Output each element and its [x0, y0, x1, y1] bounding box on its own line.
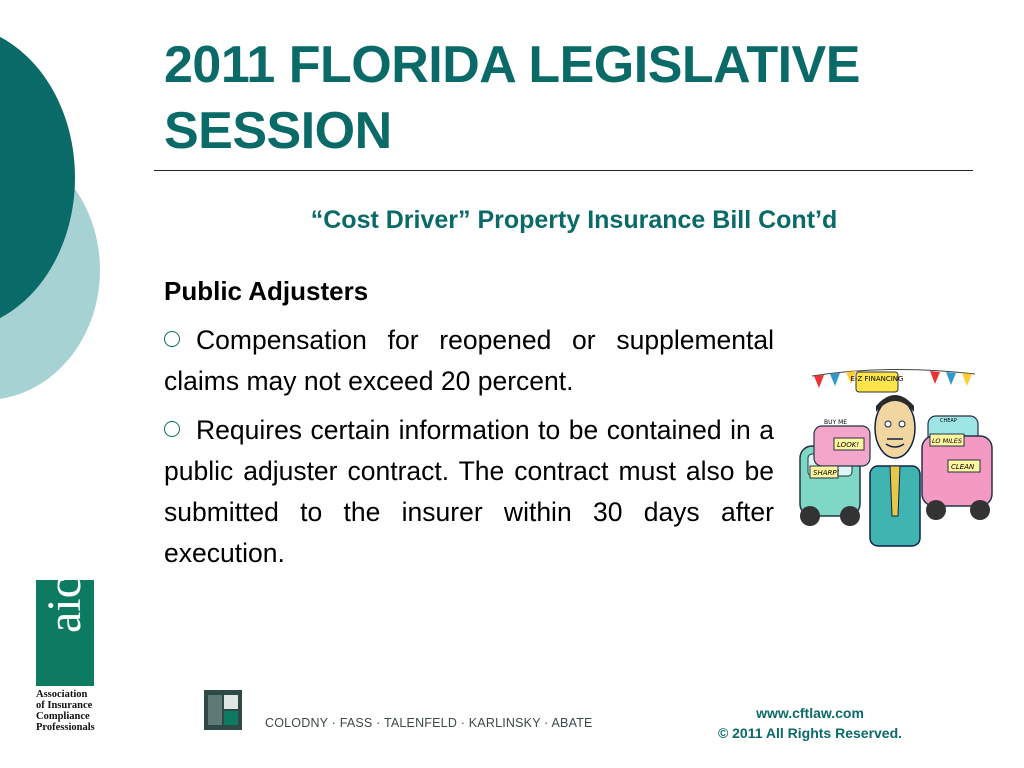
bullet-text: Compensation for reopened or supplemental claims may not exceed 20 percent.	[164, 325, 774, 396]
section-heading: Public Adjusters	[164, 276, 369, 306]
sign-buy-me: BUY ME	[824, 419, 848, 426]
slide-subtitle: “Cost Driver” Property Insurance Bill Cont’d	[310, 206, 838, 234]
aicp-caption-line: Association	[36, 689, 88, 700]
firm-logo-mark	[204, 690, 242, 730]
slide-title: 2011 FLORIDA LEGISLATIVE SESSION	[164, 36, 860, 160]
copyright: © 2011 All Rights Reserved.	[717, 725, 903, 741]
bullet-list	[164, 320, 774, 582]
firm-name: COLODNY · FASS · TALENFELD · KARLINSKY · ABATE	[265, 716, 593, 730]
aicp-caption-line: Compliance	[36, 711, 90, 722]
sign-lo-miles: LO MILES	[932, 437, 962, 445]
aicp-caption	[36, 689, 106, 733]
sign-cheap: CHEAP	[940, 418, 957, 424]
bullet-circle-icon	[164, 331, 180, 347]
title-divider	[154, 170, 973, 171]
aicp-caption-line: of Insurance	[36, 700, 93, 711]
sign-ez: E-Z FINANCING	[850, 375, 904, 383]
footer	[700, 703, 920, 743]
website-link[interactable]: www.cftlaw.com	[756, 705, 864, 721]
aicp-caption-line: Professionals	[36, 722, 95, 733]
car-salesman-illustration	[790, 366, 998, 550]
aicp-logo-text: aicp	[38, 553, 91, 633]
bullet-item	[164, 320, 774, 402]
bullet-text: Requires certain information to be contained in a public adjuster contract. The contract must also be submitted to the insurer within 30 days after execution.	[164, 415, 774, 568]
sign-sharp: SHARP!	[813, 469, 840, 477]
bullet-circle-icon	[164, 421, 180, 437]
sign-look: LOOK!	[837, 441, 860, 449]
sign-clean: CLEAN	[951, 463, 975, 471]
bullet-item	[164, 410, 774, 574]
